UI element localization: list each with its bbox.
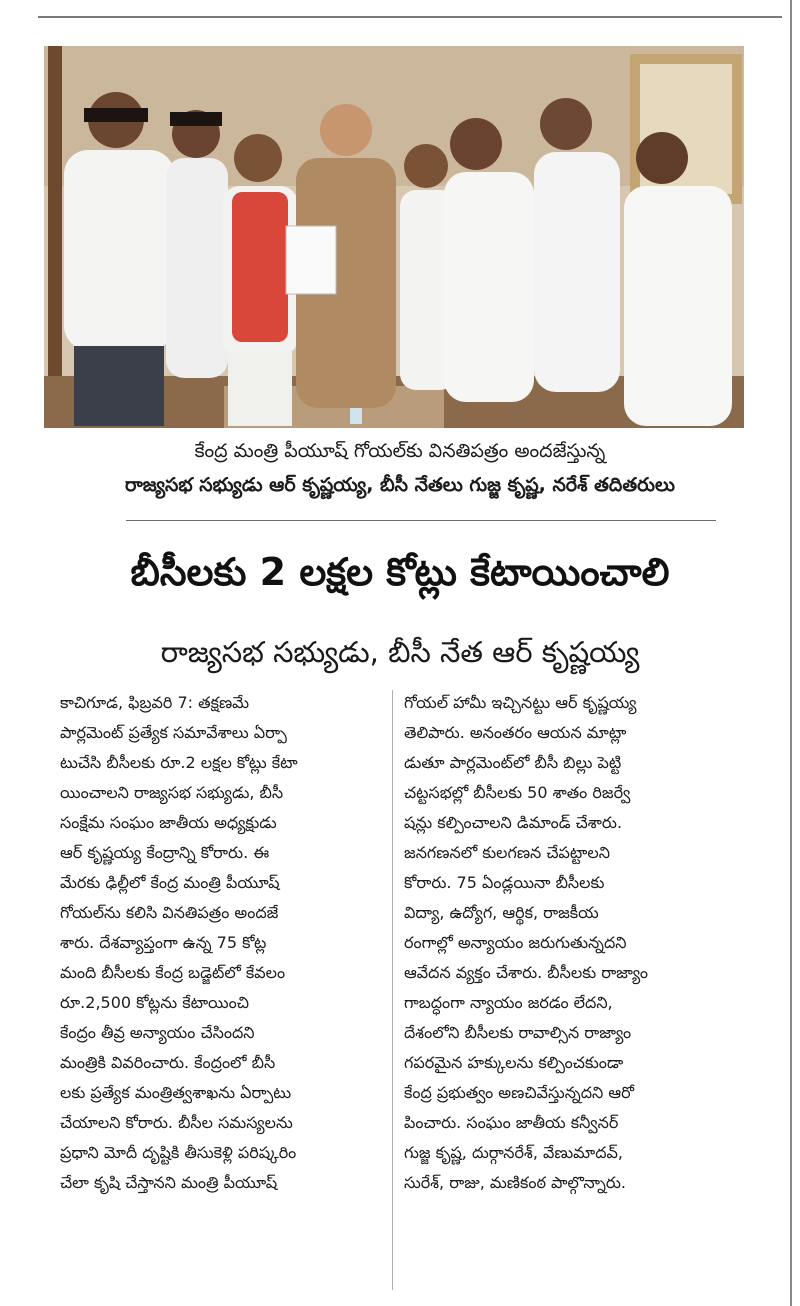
group-photo [44,46,744,428]
body-line: మేరకు ఢిల్లీలో కేంద్ర మంత్రి పీయూష్ [60,873,280,892]
body-line: టుచేసి బీసీలకు రూ.2 లక్షల కోట్లు కేటా [60,753,298,772]
column-divider [392,690,393,1290]
body-line: ఆవేదన వ్యక్తం చేశారు. బీసీలకు రాజ్యాం [404,963,649,982]
body-line: విద్యా, ఉద్యోగ, ఆర్థిక, రాజకీయ [404,903,599,922]
body-line: సురేశ్, రాజు, మణికంఠ పాల్గొన్నారు. [404,1173,626,1192]
body-line: గోయల్ హామీ ఇచ్చినట్టు ఆర్ కృష్ణయ్య [404,693,637,712]
top-rule [38,16,782,18]
body-line: పించారు. సంఘం జాతీయ కన్వీనర్ [404,1113,619,1132]
group-photo-icon [44,46,744,428]
body-line: చట్టసభల్లో బీసీలకు 50 శాతం రిజర్వే [404,783,631,802]
body-line: మంత్రికి వివరించారు. కేంద్రంలో బీసీ [60,1053,276,1072]
body-line: సంక్షేమ సంఘం జాతీయ అధ్యక్షుడు [60,813,277,832]
body-line: కాచిగూడ, ఫిబ్రవరి 7: తక్షణమే [60,693,250,712]
page-edge-rule [790,0,792,1306]
body-line: గపరమైన హక్కులను కల్పించకుండా [404,1053,624,1072]
caption-divider [126,520,716,521]
body-line: మంది బీసీలకు కేంద్ర బడ్జెట్‌లో కేవలం [60,963,286,982]
body-line: దేశంలోని బీసీలకు రావాల్సిన రాజ్యాం [404,1023,632,1042]
body-line: పార్లమెంట్ ప్రత్యేక సమావేశాలు ఏర్పా [60,723,287,742]
body-line: ఆర్ కృష్ణయ్య కేంద్రాన్ని కోరారు. ఈ [60,843,270,862]
photo-caption [60,434,740,502]
body-line: కేంద్రం తీవ్ర అన్యాయం చేసిందని [60,1023,255,1042]
body-line: చేలా కృషి చేస్తానని మంత్రి పీయూష్ [60,1173,278,1192]
body-line: శారు. దేశవ్యాప్తంగా ఉన్న 75 కోట్ల [60,933,267,952]
caption-line-1: కేంద్ర మంత్రి పీయూష్ గోయల్‌కు వినతిపత్రం అందజేస్తున్న [194,440,606,462]
body-line: తెలిపారు. అనంతరం ఆయన మాట్లా [404,723,627,742]
body-line: చేయాలని కోరారు. బీసీల సమస్యలను [60,1113,293,1132]
body-line: రంగాల్లో అన్యాయం జరుగుతున్నదని [404,933,627,952]
caption-line-2: రాజ్యసభ సభ్యుడు ఆర్ కృష్ణయ్య, బీసీ నేతలు గుజ్జ కృష్ణ, నరేశ్ తదితరులు [124,474,675,496]
headline: బీసీలకు 2 లక్షల కోట్లు కేటాయించాలి [130,550,670,594]
body-line: కేంద్ర ప్రభుత్వం అణచివేస్తున్నదని ఆరో [404,1083,634,1102]
body-line: గోయల్‌ను కలిసి వినతిపత్రం అందజే [60,903,279,922]
body-line: డుతూ పార్లమెంట్‌లో బీసీ బిల్లు పెట్టి [404,753,622,772]
body-line: కోరారు. 75 ఏండ్లయినా బీసీలకు [404,873,605,892]
body-line: గుజ్జ కృష్ణ, దుర్గానరేశ్, వేణుమాదవ్, [404,1143,623,1162]
body-line: గాబద్ధంగా న్యాయం జరడం లేదని, [404,993,613,1012]
body-column-right [404,688,728,1198]
body-line: లకు ప్రత్యేక మంత్రిత్వశాఖను ఏర్పాటు [60,1083,292,1102]
body-line: ప్రధాని మోదీ దృష్టికి తీసుకెళ్లి పరిష్కరిం [60,1143,297,1162]
body-line: జనగణనలో కులగణన చేపట్టాలని [404,843,610,862]
body-line: యించాలని రాజ్యసభ సభ్యుడు, బీసీ [60,783,284,802]
body-line: రూ.2,500 కోట్లను కేటాయించి [60,993,249,1012]
body-column-left [60,688,384,1198]
subheadline: రాజ్యసభ సభ్యుడు, బీసీ నేత ఆర్ కృష్ణయ్య [160,635,640,669]
body-line: షన్లు కల్పించాలని డిమాండ్ చేశారు. [404,813,623,832]
